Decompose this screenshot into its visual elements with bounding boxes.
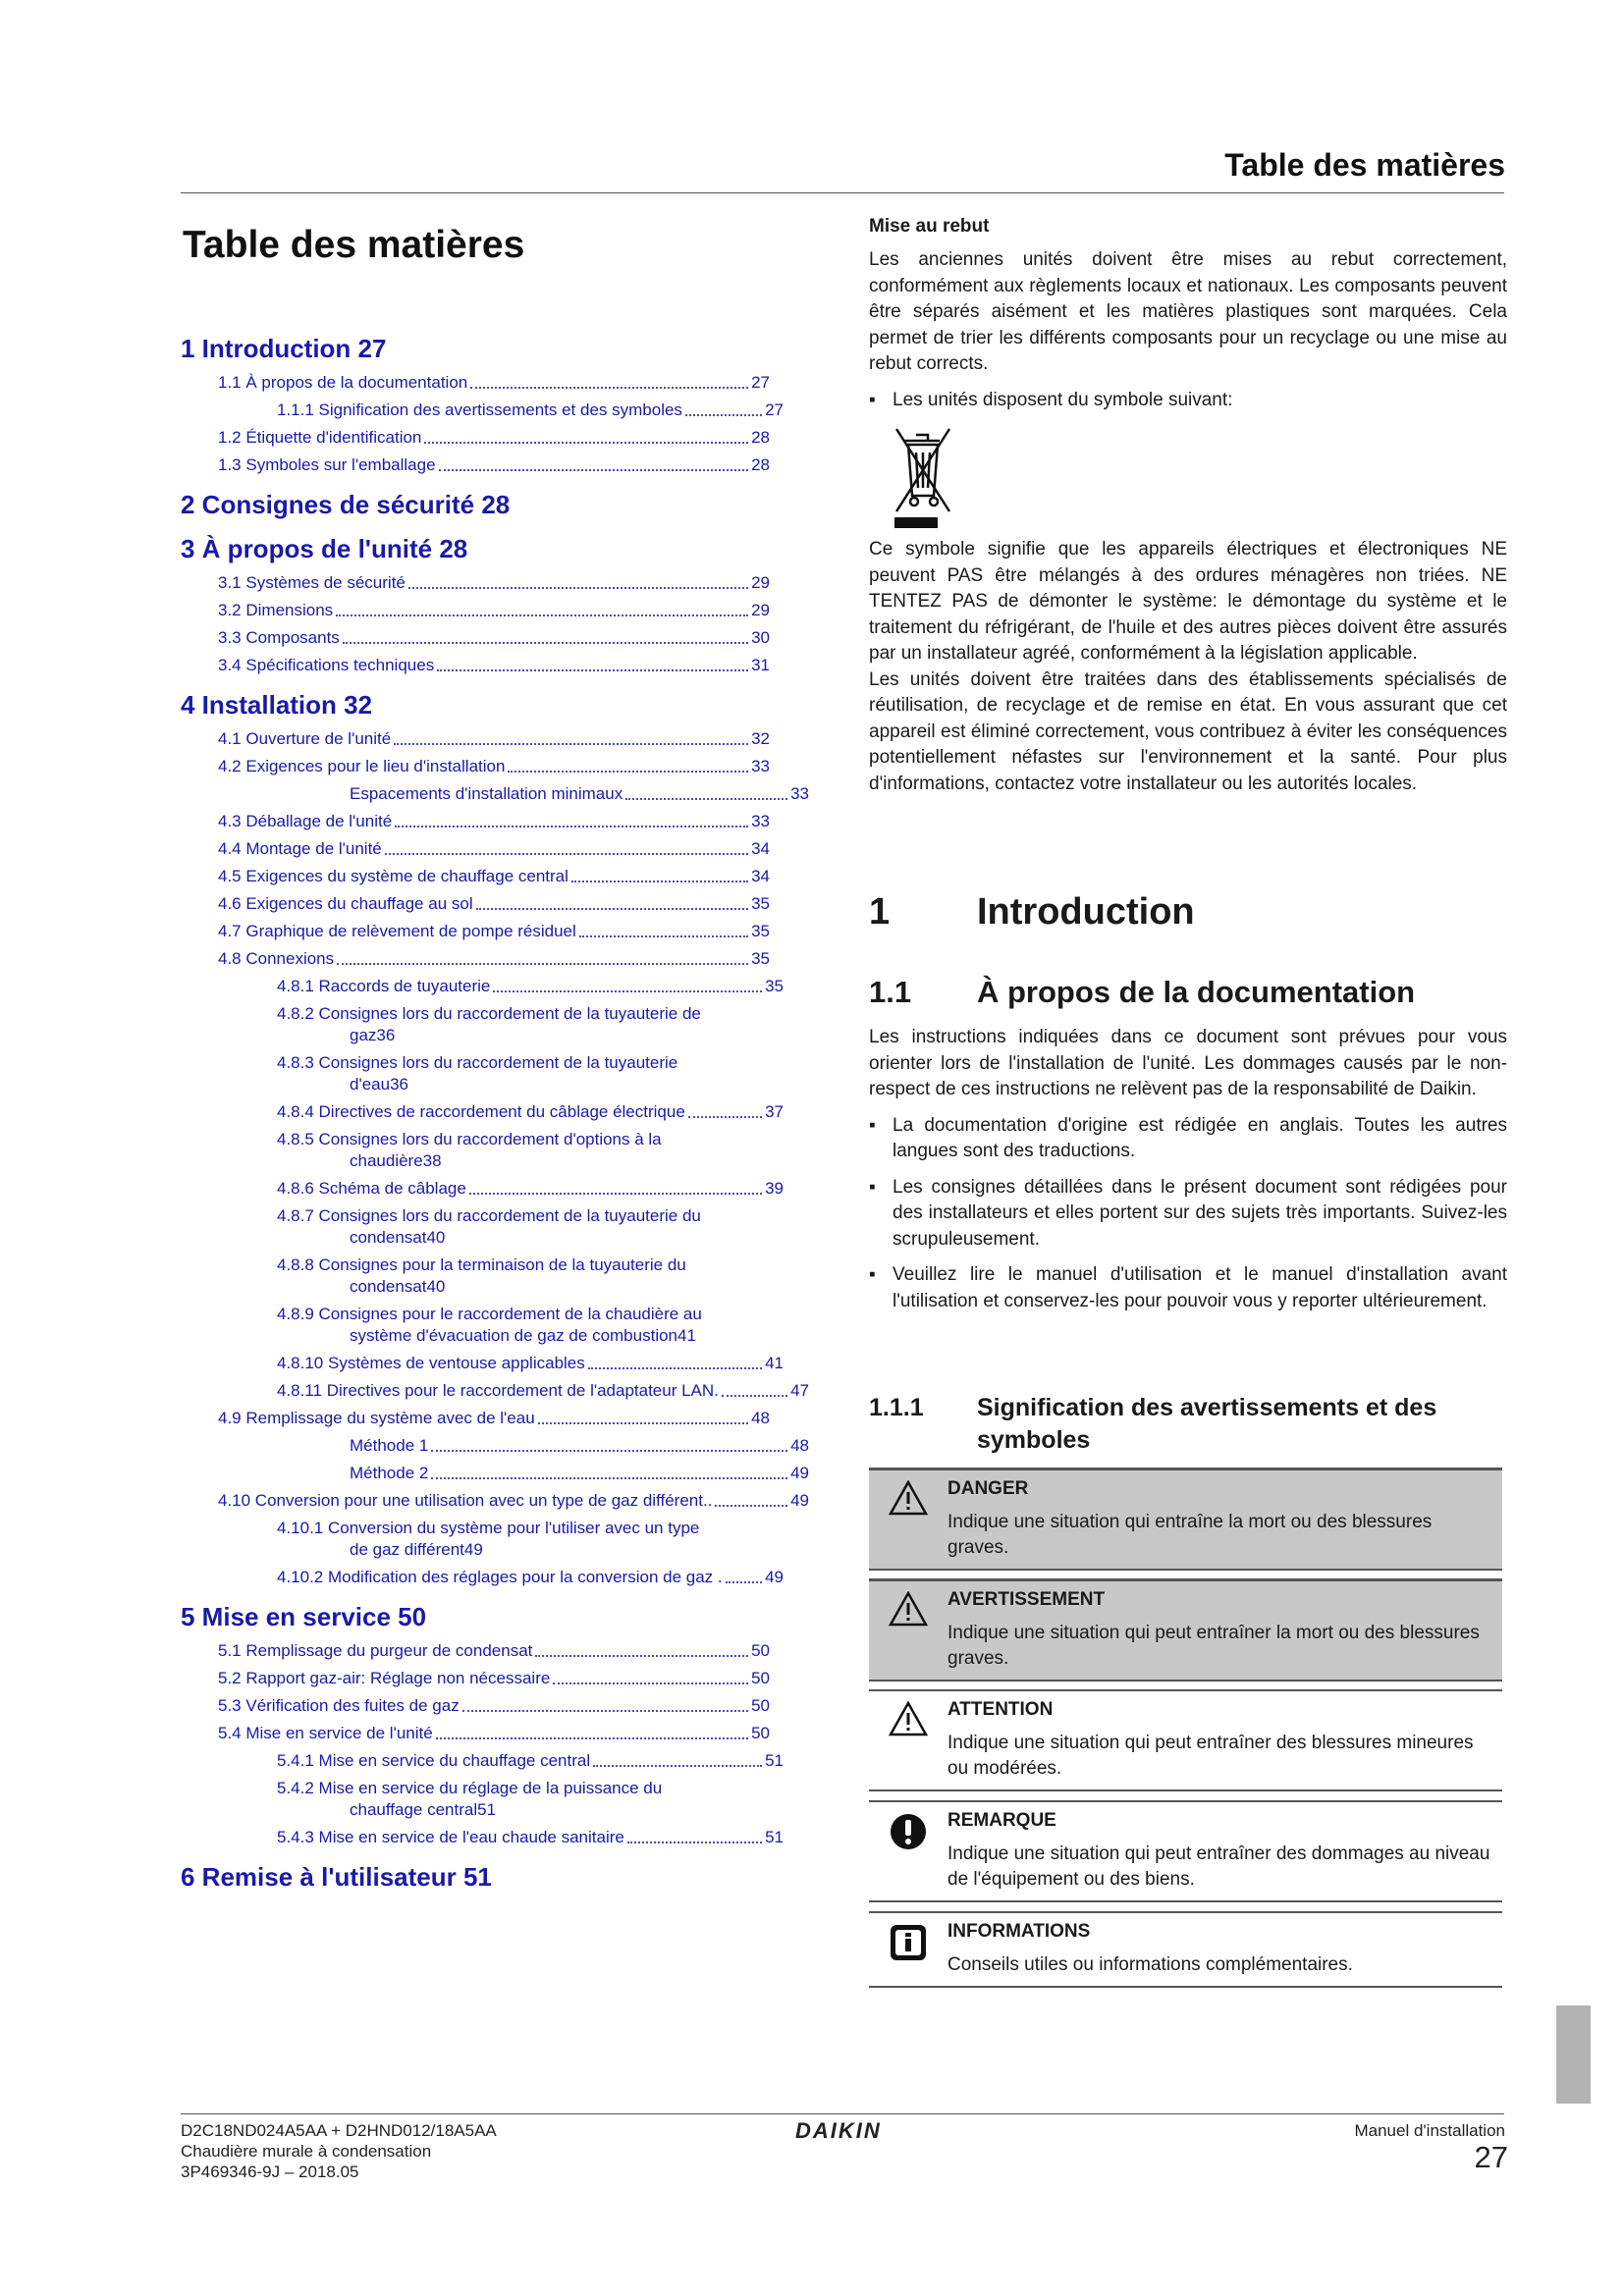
header-rule [181,192,1504,193]
notice-title: REMARQUE [947,1810,1056,1831]
toc-entry-continuation [277,1276,784,1298]
toc-entry-link[interactable] [350,1463,809,1484]
toc-entry-text: 4.8.11 Directives pour le raccordement de l'adaptateur LAN. [277,1381,719,1400]
toc-entry-text: 4.10.1 Conversion du système pour l'utiliser avec un type [277,1519,700,1537]
toc-entry-continuation [277,1025,784,1046]
toc-entry-link[interactable] [218,372,770,394]
chapter-side-tab [1556,2005,1591,2104]
notice-text: Indique une situation qui entraîne la mort ou des blessures graves. [947,1512,1433,1558]
toc-dot-leader [394,743,748,745]
toc-page-number: 48 [751,1409,770,1427]
toc-entry-text: 4.8.7 Consignes lors du raccordement de la tuyauterie du [277,1206,701,1225]
notice-title: ATTENTION [947,1699,1054,1720]
toc-entry-link[interactable] [350,1435,809,1457]
toc-entry-link[interactable] [218,1490,809,1512]
section-1-1-heading [869,975,1507,1010]
bullet-item [869,1113,1507,1165]
toc-entry-link[interactable] [218,1723,770,1744]
toc-page-number: 29 [751,601,770,619]
chapter-number: 1 [869,891,891,933]
toc-page-number: 50 [751,1669,770,1687]
toc-entry-link[interactable] [277,1052,784,1095]
disposal-paragraph-3: Les unités doivent être traitées dans des établissements spécialisés de réutilisation, de recyclage et de remise en état. En vous assurant que cet appareil est éliminé correctement, vous contribuez à éviter les conséquences potentiellement néfastes sur l'environnement et la santé. Pour plus d'informations, contactez votre installateur ou les autorités locales. [869,668,1507,794]
toc-entry-text: 4.8.8 Consignes pour la terminaison de la tuyauterie du [277,1255,686,1274]
toc-entry-text: 1.1 À propos de la documentation [218,373,468,392]
toc-entry-text: 3.3 Composants [218,628,340,647]
toc-entry-link[interactable] [218,655,770,676]
toc-entry-link[interactable] [277,976,784,997]
toc-entry-continuation [277,1074,784,1095]
section-1-1-body [869,1025,1507,1324]
toc-entry-link[interactable] [277,1353,784,1374]
toc-entry-text: 3.4 Spécifications techniques [218,656,435,674]
toc-page-number: 41 [765,1354,784,1372]
toc-entry-text: 1.1.1 Signification des avertissements et des symboles [277,400,682,419]
toc-title: Table des matières [183,224,525,266]
toc-entry-text: 4.7 Graphique de relèvement de pompe résiduel [218,922,576,940]
toc-page-number: 32 [751,729,770,748]
toc-page-number: 49 [463,1540,483,1559]
toc-entry-text: 5.4 Mise en service de l'unité [218,1724,433,1742]
toc-entry-text: 4.9 Remplissage du système avec de l'eau [218,1409,535,1427]
toc-page-number: 36 [390,1075,408,1094]
bullet-item [869,1175,1507,1254]
toc-entry-text: 1.2 Étiquette d'identification [218,428,422,447]
toc-entry-text: Espacements d'installation minimaux [350,784,623,803]
toc-entry-text: 4.2 Exigences pour le lieu d'installation [218,757,506,775]
section-1-1-1-heading [869,1392,1507,1457]
toc-entry-text: 4.8 Connexions [218,949,335,968]
disposal-bullet-text: Les unités disposent du symbole suivant: [893,389,1233,410]
toc-entry-continuation [277,1799,784,1821]
toc-entry-link[interactable] [277,1827,784,1848]
toc-entry-cont-text: gaz [350,1026,377,1044]
toc-dot-leader [493,990,762,992]
toc-chapter-link[interactable]: 2 Consignes de sécurité 28 [181,490,511,519]
toc-entry-cont-text: chauffage central [350,1800,478,1819]
toc-entry-text: 4.5 Exigences du système de chauffage central [218,867,568,885]
toc-dot-leader [462,1710,748,1712]
toc-entry-link[interactable] [277,1255,784,1298]
notice-avertissement [869,1578,1502,1682]
toc-entry-cont-text: d'eau [350,1075,391,1094]
notice-attention [869,1689,1502,1791]
toc-page-number: 28 [751,428,770,447]
notice-informations [869,1911,1502,1988]
toc-entry-text: 5.4.2 Mise en service du réglage de la puissance du [277,1779,663,1797]
toc-entry-text: 4.1 Ouverture de l'unité [218,729,392,748]
footer-manual-type: Manuel d'installation [1354,2121,1505,2140]
toc-dot-leader [431,1477,787,1479]
toc-dot-leader [579,935,748,937]
toc-page-number: 35 [751,894,770,913]
daikin-logo: DAIKIN [795,2118,882,2143]
toc-dot-leader [476,908,748,910]
toc-entry-text: 1.3 Symboles sur l'emballage [218,455,436,474]
notice-title: INFORMATIONS [947,1921,1091,1942]
notice-remarque [869,1800,1502,1902]
info-box-icon [869,1913,947,1986]
toc-entry-text: 4.3 Déballage de l'unité [218,812,393,830]
toc-entry-link[interactable] [277,400,784,421]
toc-page-number: 33 [751,812,770,830]
notice-title: AVERTISSEMENT [947,1589,1106,1610]
warning-triangle-icon [869,1691,947,1789]
toc-page-number: 50 [751,1696,770,1715]
toc-page-number: 34 [751,839,770,858]
toc-entry-text: 4.8.5 Consignes lors du raccordement d'options à la [277,1130,662,1148]
toc-entry-link[interactable] [277,1178,784,1200]
bullet-marker: ▪ [869,1176,876,1198]
toc-entry-link[interactable] [277,1304,784,1347]
toc-page-number: 51 [477,1800,497,1819]
toc-entry-text: 4.8.2 Consignes lors du raccordement de la tuyauterie de [277,1004,701,1023]
toc-entry-link[interactable] [218,572,770,594]
header-title: Table des matières [1224,147,1505,183]
disposal-paragraph-1: Les anciennes unités doivent être mises au rebut correctement, conformément aux règlements locaux et nationaux. Les composants peuvent être séparés aisément et les matières plastiques sont marquées. Cela permet de trier les différents composants pour un recyclage ou une mise au rebut corrects. [869,249,1507,374]
toc-page-number: 35 [751,922,770,940]
disposal-section [869,216,1507,797]
weee-crossed-bin-icon [893,423,951,531]
toc-entry-link[interactable] [218,1695,770,1717]
toc-page-number: 37 [765,1102,784,1121]
toc-entry-cont-text: de gaz différent [350,1540,464,1559]
toc-dot-leader [408,587,748,589]
notice-text: Indique une situation qui peut entraîner des blessures mineures ou modérées. [947,1733,1474,1779]
toc-entry-text: 3.2 Dimensions [218,601,334,619]
chapter-1-heading [869,891,1507,934]
toc-entry-link[interactable] [277,1750,784,1772]
toc-entry-link[interactable] [218,600,770,621]
section-number: 1.1.1 [869,1394,924,1421]
toc-dot-leader [336,614,748,616]
toc-entry-text: 4.10 Conversion pour une utilisation avec un type de gaz différent.. [218,1491,713,1510]
toc-page-number: 35 [765,977,784,995]
toc-dot-leader [553,1682,748,1684]
toc-page-number: 38 [422,1151,442,1170]
disposal-heading: Mise au rebut [869,216,990,237]
toc-entry-text: 4.8.10 Systèmes de ventouse applicables [277,1354,585,1372]
toc-entry-link[interactable] [218,728,770,750]
bullet-text: Veuillez lire le manuel d'utilisation et le manuel d'installation avant l'utilisation et conservez-les pour pouvoir vous y reporter ultérieurement. [893,1264,1507,1311]
toc-entry-link[interactable] [218,1640,770,1662]
toc-entry-link[interactable] [277,1380,809,1402]
toc-dot-leader [385,853,748,855]
table-of-contents [181,334,809,1900]
toc-page-number: 33 [790,784,809,803]
toc-page-number: 51 [765,1751,784,1770]
toc-dot-leader [508,771,748,773]
toc-dot-leader [726,1581,762,1583]
toc-page-number: 27 [751,373,770,392]
warning-triangle-icon [869,1470,947,1569]
toc-page-number: 35 [751,949,770,968]
toc-entry-text: 5.3 Vérification des fuites de gaz [218,1696,460,1715]
footer-rule [181,2113,1504,2114]
chapter-title: Introduction [977,891,1195,933]
toc-dot-leader [437,669,748,671]
toc-entry-link[interactable] [218,948,770,970]
notice-text: Indique une situation qui peut entraîner la mort ou des blessures graves. [947,1623,1480,1669]
toc-dot-leader [439,469,749,471]
toc-dot-leader [470,387,748,389]
toc-page-number: 27 [765,400,784,419]
toc-entry-link[interactable] [218,1668,770,1689]
notice-danger [869,1468,1502,1571]
toc-page-number: 50 [751,1641,770,1660]
toc-page-number: 40 [426,1277,446,1296]
toc-dot-leader [715,1505,787,1507]
toc-chapter-link[interactable]: 3 À propos de l'unité 28 [181,534,468,563]
toc-entry-link[interactable] [277,1518,784,1561]
toc-page-number: 34 [751,867,770,885]
warning-triangle-icon [869,1581,947,1680]
toc-entry-cont-text: système d'évacuation de gaz de combustion [350,1326,677,1345]
toc-page-number: 29 [751,573,770,592]
toc-entry-link[interactable] [218,427,770,449]
toc-page-number: 41 [677,1326,696,1345]
toc-entry-text: 5.4.3 Mise en service de l'eau chaude sanitaire [277,1828,624,1846]
toc-page-number: 49 [790,1491,809,1510]
toc-page-number: 48 [790,1436,809,1455]
section-1-1-text: Les instructions indiquées dans ce document sont prévues pour vous orienter lors de l'installation de l'unité. Les dommages causés par le non-respect de ces instructions ne relèvent pas de la responsabilité de Daikin. [869,1027,1507,1099]
toc-page-number: 39 [765,1179,784,1198]
toc-entry-text: Méthode 2 [350,1464,429,1482]
toc-dot-leader [337,963,748,965]
toc-entry-link[interactable] [218,838,770,860]
toc-entry-text: 4.6 Exigences du chauffage au sol [218,894,473,913]
toc-page-number: 33 [751,757,770,775]
toc-entry-link[interactable] [218,627,770,649]
toc-dot-leader [424,442,748,444]
footer-model: D2C18ND024A5AA + D2HND012/18A5AA [181,2121,497,2140]
footer-doc-ref: 3P469346-9J – 2018.05 [181,2163,359,2181]
toc-dot-leader [431,1450,787,1452]
toc-page-number: 28 [751,455,770,474]
toc-dot-leader [688,1116,762,1118]
toc-entry-link[interactable] [277,1101,784,1123]
footer-product-info [181,2120,497,2182]
toc-entry-link[interactable] [218,893,770,915]
toc-entry-link[interactable] [218,866,770,887]
toc-entry-continuation [277,1539,784,1561]
toc-entry-link[interactable] [277,1567,784,1588]
toc-dot-leader [436,1737,748,1739]
toc-chapter-link[interactable]: 4 Installation 32 [181,690,373,720]
toc-entry-text: 4.4 Montage de l'unité [218,839,382,858]
toc-entry-text: 5.4.1 Mise en service du chauffage central [277,1751,591,1770]
section-number: 1.1 [869,975,912,1009]
section-title: Signification des avertissements et des symboles [977,1394,1437,1454]
toc-entry-text: 4.8.4 Directives de raccordement du câblage électrique [277,1102,685,1121]
section-1-1-bullets [869,1113,1507,1315]
page-number: 27 [1474,2140,1508,2174]
toc-entry-text: 4.8.3 Consignes lors du raccordement de la tuyauterie [277,1053,678,1072]
disposal-bullet [869,388,1507,414]
toc-dot-leader [469,1193,762,1195]
toc-dot-leader [538,1422,748,1424]
bullet-marker: ▪ [869,1264,876,1285]
toc-chapter-link[interactable]: 5 Mise en service 50 [181,1602,427,1631]
toc-entry-link[interactable] [277,1129,784,1172]
toc-dot-leader [627,1842,762,1843]
toc-entry-link[interactable] [218,921,770,942]
toc-chapter-link[interactable]: 6 Remise à l'utilisateur 51 [181,1862,492,1892]
exclamation-circle-icon [869,1802,947,1900]
toc-entry-link[interactable] [277,1778,784,1821]
toc-entry-link[interactable] [218,756,770,777]
toc-page-number: 30 [751,628,770,647]
toc-page-number: 36 [376,1026,396,1044]
toc-entry-text: 4.8.1 Raccords de tuyauterie [277,977,491,995]
toc-entry-link[interactable] [350,783,809,805]
bullet-text: Les consignes détaillées dans le présent document sont rédigées pour des installateurs et elles portent sur des sujets très importants. Suivez-les scrupuleusement. [893,1176,1507,1250]
toc-dot-leader [571,881,748,882]
toc-entry-continuation [277,1150,784,1172]
notice-text: Indique une situation qui peut entraîner des dommages au niveau de l'équipement ou des biens. [947,1843,1490,1890]
toc-dot-leader [535,1655,748,1657]
toc-entry-link[interactable] [218,454,770,476]
toc-entry-cont-text: chaudière [350,1151,423,1170]
toc-page-number: 47 [790,1381,809,1400]
toc-entry-link[interactable] [277,1003,784,1046]
toc-entry-link[interactable] [218,811,770,832]
toc-dot-leader [722,1395,787,1397]
toc-entry-cont-text: condensat [350,1277,427,1296]
toc-entry-text: 3.1 Systèmes de sécurité [218,573,406,592]
toc-dot-leader [588,1367,762,1369]
toc-page-number: 51 [765,1828,784,1846]
toc-dot-leader [343,642,748,644]
toc-entry-text: 5.1 Remplissage du purgeur de condensat [218,1641,533,1660]
toc-dot-leader [625,798,787,800]
toc-page-number: 50 [751,1724,770,1742]
toc-page-number: 31 [751,656,770,674]
toc-entry-text: Méthode 1 [350,1436,429,1455]
toc-entry-link[interactable] [218,1408,770,1429]
toc-chapter-link[interactable]: 1 Introduction 27 [181,334,387,363]
toc-page-number: 49 [790,1464,809,1482]
toc-entry-continuation [277,1325,784,1347]
toc-dot-leader [593,1765,762,1767]
bullet-marker: ▪ [869,1114,876,1136]
toc-entry-link[interactable] [277,1205,784,1249]
toc-entry-text: 4.8.6 Schéma de câblage [277,1179,466,1198]
toc-page-number: 40 [426,1228,446,1247]
toc-entry-cont-text: condensat [350,1228,427,1247]
toc-entry-text: 5.2 Rapport gaz-air: Réglage non nécessaire [218,1669,551,1687]
toc-dot-leader [685,414,762,416]
toc-entry-text: 4.10.2 Modification des réglages pour la conversion de gaz . [277,1568,723,1586]
footer-product-type: Chaudière murale à condensation [181,2142,432,2161]
toc-entry-continuation [277,1227,784,1249]
notice-text: Conseils utiles ou informations complémentaires. [947,1954,1353,1975]
toc-dot-leader [395,826,748,828]
disposal-paragraph-2: Ce symbole signifie que les appareils électriques et électroniques NE peuvent PAS être mélangés à des ordures ménagères non triées. NE TENTEZ PAS de démonter le système: le démontage du système et le traitement du réfrigérant, de l'huile et des autres pièces doivent être assurés par un installateur agréé, conformément à la législation applicable. [869,539,1507,664]
bullet-marker: ▪ [869,389,876,410]
section-title: À propos de la documentation [977,975,1416,1009]
toc-page-number: 49 [765,1568,784,1586]
bullet-text: La documentation d'origine est rédigée en anglais. Toutes les autres langues sont des traductions. [893,1114,1507,1161]
toc-entry-text: 4.8.9 Consignes pour le raccordement de la chaudière au [277,1305,702,1323]
notice-title: DANGER [947,1478,1029,1499]
bullet-item [869,1262,1507,1314]
